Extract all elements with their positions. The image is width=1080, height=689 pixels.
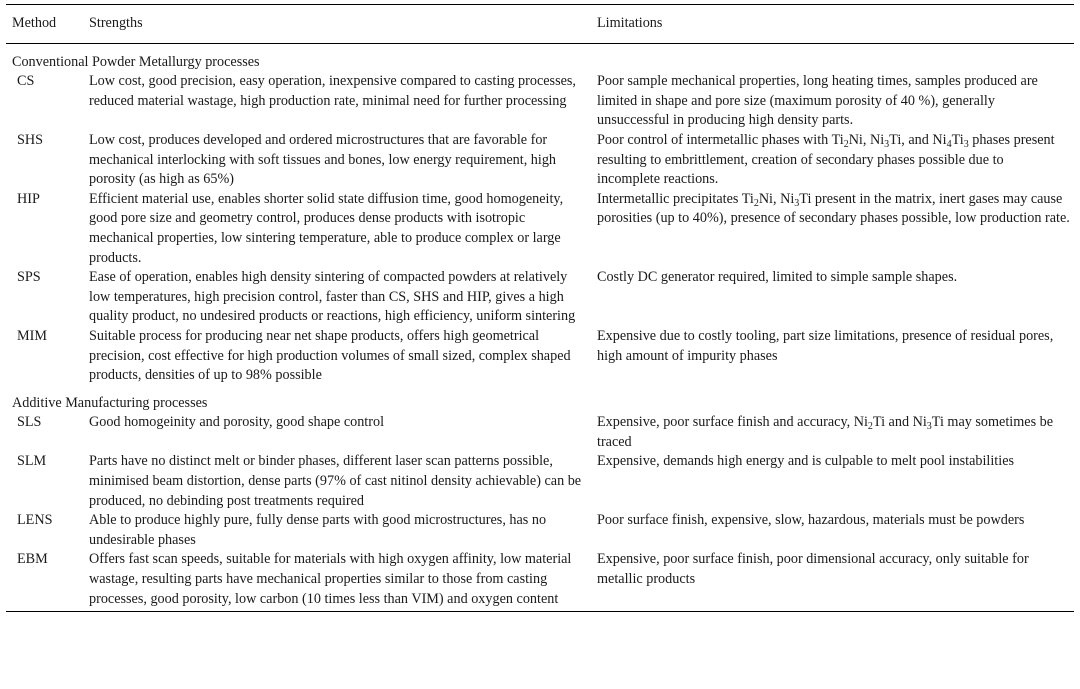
method-cell: SLM xyxy=(17,453,47,470)
table-row xyxy=(6,268,1074,327)
method-cell: MIM xyxy=(17,327,47,344)
chemical-subscript: 3 xyxy=(963,138,969,150)
table-row xyxy=(6,190,1074,268)
method-cell: LENS xyxy=(17,512,53,529)
table-row xyxy=(6,511,1074,550)
strengths-cell: Ease of operation, enables high density sintering of compacted powders at relatively low temperatures, high precision control, faster than CS, SHS and HIP, gives a high quality product, no undesired products or reactions, high efficiency, uniform sintering xyxy=(89,269,576,325)
section-heading-row xyxy=(6,43,1074,72)
strengths-cell: Able to produce highly pure, fully dense parts with good microstructures, has no undesirable phases xyxy=(89,512,547,548)
chemical-subscript: 2 xyxy=(753,197,759,209)
table-header xyxy=(6,5,1074,44)
method-cell: SPS xyxy=(17,269,41,286)
limitations-cell: Expensive, demands high energy and is culpable to melt pool instabilities xyxy=(597,453,1015,470)
method-cell: SLS xyxy=(17,414,42,431)
limitations-cell: Poor control of intermetallic phases with $Ti_2Ni$, $Ni_3Ti$, and $Ni_4Ti_3$ phases present resulting to embrittlement, creation of secondary phases possible due to incomplete reactions. xyxy=(597,131,1055,188)
chemical-subscript: 2 xyxy=(843,138,849,150)
table-row xyxy=(6,131,1074,190)
chemical-subscript: 2 xyxy=(867,421,873,433)
header-limitations: Limitations xyxy=(597,15,663,31)
method-cell: CS xyxy=(17,73,35,90)
strengths-cell: Efficient material use, enables shorter solid state diffusion time, good homogeneity, good pore size and geometry control, produces dense products with isotropic mechanical properties, low sintering temperature, able to produce complex or large products. xyxy=(89,190,564,266)
table-body xyxy=(6,43,1074,612)
method-cell: HIP xyxy=(17,190,40,207)
comparison-table-container xyxy=(6,4,1074,612)
strengths-cell: Good homogeinity and porosity, good shape control xyxy=(89,414,385,431)
chemical-subscript: 3 xyxy=(926,421,932,433)
strengths-cell: Parts have no distinct melt or binder phases, different laser scan patterns possible, minimised beam distortion, dense parts (97% of cast nitinol density achievable) can be produced, no debinding post treatments required xyxy=(89,453,582,509)
method-cell: SHS xyxy=(17,131,44,148)
strengths-cell: Offers fast scan speeds, suitable for materials with high oxygen affinity, low material wastage, resulting parts have mechanical properties similar to those from casting processes, good porosity, low carbon (10 times less than VIM) and oxygen content xyxy=(89,551,572,607)
chemical-subscript: 3 xyxy=(794,197,800,209)
process-comparison-table xyxy=(6,4,1074,612)
table-row xyxy=(6,413,1074,452)
table-row xyxy=(6,550,1074,611)
strengths-cell: Low cost, produces developed and ordered microstructures that are favorable for mechanical interlocking with soft tissues and bones, low energy requirement, high porosity (as high as 65%) xyxy=(89,131,557,188)
table-row xyxy=(6,452,1074,511)
limitations-cell: Expensive due to costly tooling, part size limitations, presence of residual pores, high amount of impurity phases xyxy=(597,327,1054,364)
limitations-cell: Costly DC generator required, limited to simple sample shapes. xyxy=(597,269,958,286)
limitations-cell: Intermetallic precipitates $Ti_2Ni$, $Ni_3Ti$ present in the matrix, inert gases may cause porosities (up to 40%), presence of secondary phases possible, low production rate. xyxy=(597,190,1070,227)
header-row xyxy=(6,5,1074,44)
chemical-subscript: 3 xyxy=(884,138,890,150)
chemical-subscript: 4 xyxy=(946,138,952,150)
limitations-cell: Expensive, poor surface finish, poor dimensional accuracy, only suitable for metallic products xyxy=(597,551,1029,588)
strengths-cell: Low cost, good precision, easy operation, inexpensive compared to casting processes, reduced material wastage, high production rate, minimal need for further processing xyxy=(89,73,576,109)
method-cell: EBM xyxy=(17,551,48,568)
table-row xyxy=(6,327,1074,386)
limitations-cell: Poor surface finish, expensive, slow, hazardous, materials must be powders xyxy=(597,512,1025,529)
section-heading-row xyxy=(6,386,1074,414)
strengths-cell: Suitable process for producing near net shape products, offers high geometrical precision, cost effective for high production volumes of small sized, complex shaped products, densities of up to 98% possible xyxy=(89,327,571,384)
table-row xyxy=(6,72,1074,131)
limitations-cell: Expensive, poor surface finish and accuracy, $Ni_2Ti$ and $Ni_3Ti$ may sometimes be traced xyxy=(597,414,1054,450)
header-method: Method xyxy=(12,15,57,31)
section-title: Conventional Powder Metallurgy processes xyxy=(12,53,260,70)
limitations-cell: Poor sample mechanical properties, long heating times, samples produced are limited in shape and pore size (maximum porosity of 40 %), generally unsuccessful in producing high density parts. xyxy=(597,73,1038,129)
header-strengths: Strengths xyxy=(89,15,143,31)
section-title: Additive Manufacturing processes xyxy=(12,394,208,411)
